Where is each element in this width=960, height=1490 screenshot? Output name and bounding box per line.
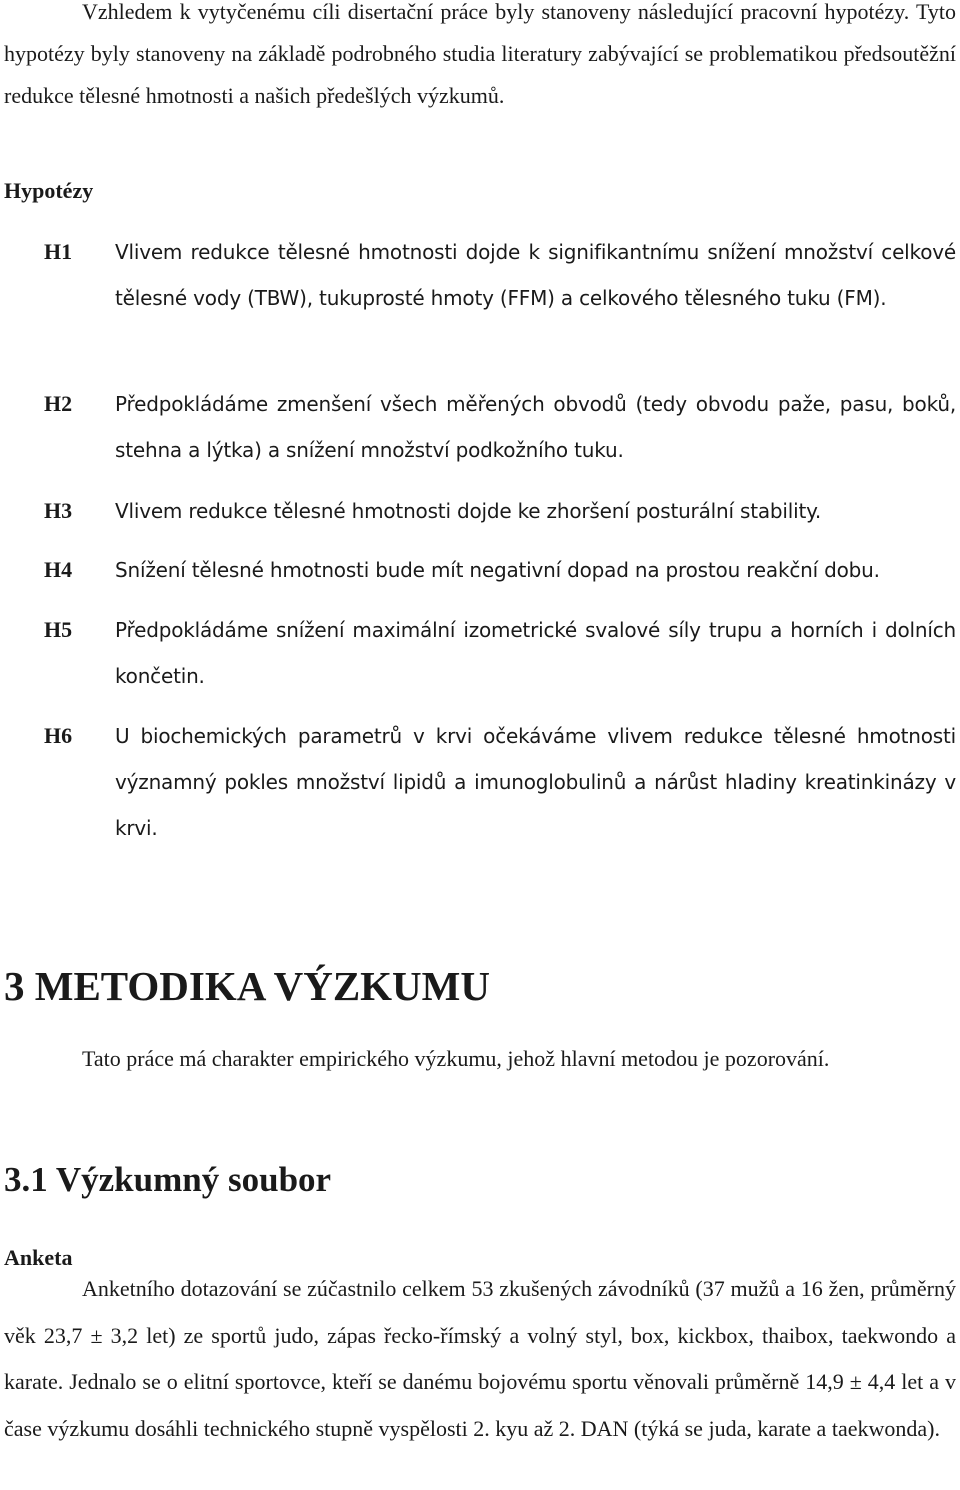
intro-paragraph: Vzhledem k vytyčenému cíli disertační práce byly stanoveny následující pracovní hypotézy. Tyto hypotézy byly stanoveny na základě podrobného studia literatury zabývající se problematikou předsoutěžní redukce tělesné hmotnosti a našich předešlých výzkumů. (4, 0, 956, 108)
hypothesis-text: Předpokládáme snížení maximální izometrické svalové síly trupu a horních i dolních končetin. (115, 618, 956, 688)
hypotheses-heading: Hypotézy (4, 178, 94, 203)
chapter-title: 3 METODIKA VÝZKUMU (4, 963, 490, 1009)
section-paragraph: Anketního dotazování se zúčastnilo celkem 53 zkušených závodníků (37 mužů a 16 žen, průměrný věk 23,7 ± 3,2 let) ze sportů judo, zápas řecko-římský a volný styl, box, kickbox, thaibox, taekwondo a karate. Jednalo se o elitní sportovce, kteří se danému bojovému sportu věnovali průměrně 14,9 ± 4,4 let a v čase výzkumu dosáhli technického stupně vyspělosti 2. kyu až 2. DAN (týká se juda, karate a taekwonda). (4, 1276, 956, 1441)
section-subheading: Anketa (4, 1245, 73, 1270)
hypothesis-id: H6 (44, 723, 73, 748)
hypothesis-id: H3 (44, 498, 73, 523)
chapter-paragraph: Tato práce má charakter empirického výzkumu, jehož hlavní metodou je pozorování. (82, 1046, 830, 1071)
hypothesis-text: Vlivem redukce tělesné hmotnosti dojde ke zhoršení posturální stability. (115, 499, 822, 523)
hypothesis-text: Snížení tělesné hmotnosti bude mít negativní dopad na prostou reakční dobu. (115, 558, 880, 582)
hypothesis-id: H1 (44, 239, 73, 264)
section-title: 3.1 Výzkumný soubor (4, 1160, 332, 1199)
hypothesis-text: U biochemických parametrů v krvi očekáváme vlivem redukce tělesné hmotnosti významný pokles množství lipidů a imunoglobulinů a nárůst hladiny kreatinkinázy v krvi. (115, 724, 956, 840)
hypothesis-id: H5 (44, 617, 73, 642)
hypothesis-id: H2 (44, 391, 73, 416)
hypothesis-id: H4 (44, 557, 73, 582)
hypothesis-text: Vlivem redukce tělesné hmotnosti dojde k signifikantnímu snížení množství celkové tělesné vody (TBW), tukuprosté hmoty (FFM) a celkového tělesného tuku (FM). (115, 240, 956, 310)
hypothesis-text: Předpokládáme zmenšení všech měřených obvodů (tedy obvodu paže, pasu, boků, stehna a lýtka) a snížení množství podkožního tuku. (115, 392, 956, 462)
